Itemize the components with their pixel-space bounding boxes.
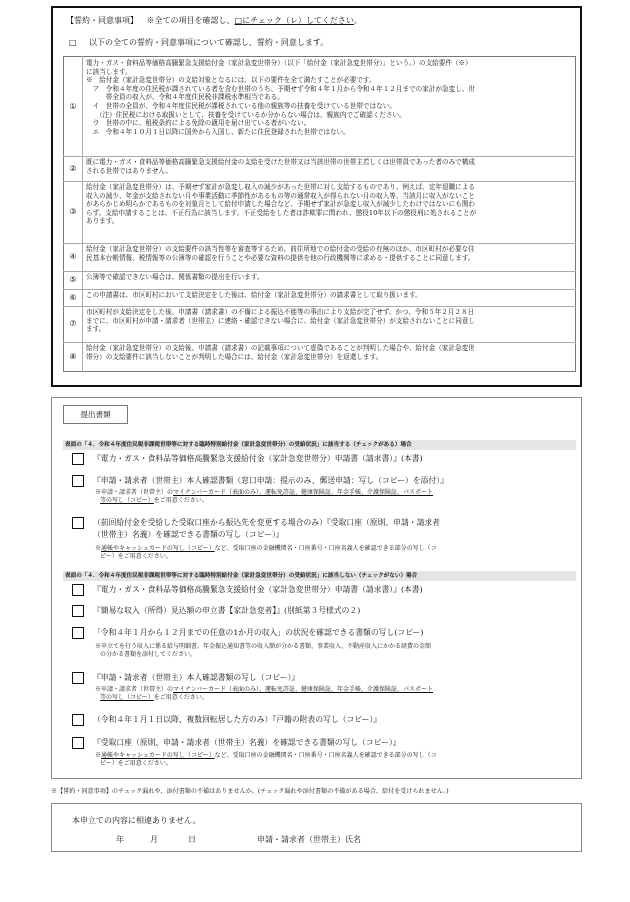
footer-note: ※【誓約・同意事項】のチェック漏れや、添付書類の不備はありませんか。(チェック漏れや添付書類の不備がある場合、給付を受けられません。) xyxy=(51,788,449,795)
pledge-item-text xyxy=(86,291,568,300)
doc-b3-checkbox[interactable] xyxy=(72,627,84,639)
pledge-item-text xyxy=(86,59,568,136)
pledge-item-line: 給付金（家計急変世帯分）の支給要件の該当性等を審査等するため、前住所地での給付金の受給の有無のほか、市区町村が必要な住 xyxy=(86,245,475,253)
pledge-column-divider xyxy=(82,56,83,372)
pledge-item-line: この申請書は、市区町村において支給決定をした後は、給付金（家計急変世帯分）の請求書として取り扱います。 xyxy=(86,291,422,299)
doc-b4-checkbox[interactable] xyxy=(72,672,84,684)
signature-statement: 本申立ての内容に相違ありません。 xyxy=(72,816,201,825)
doc-b6-label: 『受取口座（原則、申請・請求者（世帯主）名義）を確認できる書類の写し（コピー）』 xyxy=(93,738,401,747)
doc-b4-note-line1: ※申請・請求者（世帯主）のマイナンバーカード（表面のみ）、運転免許証、健康保険証、年金手帳、介護保険証、パスポート xyxy=(95,686,434,693)
pledge-item-text xyxy=(86,245,568,262)
pledge-item-line: 公簿等で確認できない場合は、関係書類の提出を行います。 xyxy=(86,273,264,281)
doc-b3-note-line1: ※申立てを行う収入に係る給与明細書、年金振込通知書等の収入額が分かる書類、事業収入、不動産収入にかかる経費の金額 xyxy=(95,643,432,650)
doc-a2-note-line2: 等の写し（コピー）をご用意ください。 xyxy=(100,497,208,504)
section-a-header: 表面の「４．令和４年度住民税非課税世帯等に対する臨時特別給付金（家計急変世帯分）の受給状況」に該当する（チェックがある）場合 xyxy=(63,440,576,450)
pledge-item-line: 市区町村が支給決定をした後、申請書（請求書）の不備による振込不能等の事由により支給が完了せず、かつ、令和５年２月２８日 xyxy=(86,308,475,316)
agree-all-checkbox[interactable]: □ xyxy=(69,38,77,47)
pledge-item-line: 帯分）の支給要件に該当しないことが判明した場合には、給付金（家計急変世帯分）を返還します。 xyxy=(86,352,383,361)
doc-a2-note-line1: ※申請・請求者（世帯主）のマイナンバーカード（表面のみ）、運転免許証、健康保険証、年金手帳、介護保険証、パスポート xyxy=(95,489,434,496)
pledge-row-divider xyxy=(63,342,576,343)
pledge-item-number: ⑥ xyxy=(69,292,77,302)
pledge-item-text xyxy=(86,344,568,361)
pledge-heading-note-end: 。 xyxy=(353,16,362,25)
documents-tag: 提出書類 xyxy=(63,405,128,424)
pledge-item-line: 給付金（家計急変世帯分）の支給後、申請書（請求書）の記載事項について虚偽であることが判明した場合や、給付金（家計急変世 xyxy=(86,344,475,352)
doc-a3-label-line2: （世帯主）名義）を確認できる書類の写し（コピー）』 xyxy=(93,530,284,539)
pledge-row-divider xyxy=(63,289,576,290)
signature-year-label: 年 xyxy=(116,835,124,844)
pledge-item-text xyxy=(86,273,568,282)
pledge-item-line: される世帯ではありません。 xyxy=(86,166,173,175)
doc-b6-note-line2: ピー）をご用意ください。 xyxy=(100,760,172,767)
pledge-item-number: ③ xyxy=(69,207,77,216)
doc-b5-label: （令和４年１月１日以降、複数回転居した方のみ）『戸籍の附表の写し（コピー）』 xyxy=(93,715,382,724)
doc-b6-note-line1: ※通帳やキャッシュカードの写し（コピー）など、受取口座の金融機関名・口座番号・口座名義人を確認できる部分の写し（コ xyxy=(95,752,437,759)
doc-a3-checkbox[interactable] xyxy=(72,517,84,529)
pledge-item-line: ※ 給付金（家計急変世帯分）の支給対象となるには、以下の要件を全て満たすことが必要です。 xyxy=(86,76,376,85)
doc-b3-label: 「令和４年１月から１２月までの任意の1か月の収入」の状況を確認できる書類の写し(コピー) xyxy=(93,628,424,637)
doc-b4-label: 『申請・請求者（世帯主）本人確認書類の写し（コピー）』 xyxy=(93,673,300,682)
pledge-item-line: （注）住民税における取扱いとして、扶養を受けているか分からない場合は、親族内でご確認ください。 xyxy=(86,110,406,119)
doc-b5-checkbox[interactable] xyxy=(72,714,84,726)
pledge-item-text xyxy=(86,158,568,175)
pledge-heading-note: ※全ての項目を確認し、 xyxy=(146,16,235,25)
pledge-item-number: ⑦ xyxy=(69,319,77,328)
pledge-item-line: があらかじめ明らかであるものを対象月として給付申請した場合など、予期せず家計が急変し収入が減少したわけではないにも関わ xyxy=(86,200,476,209)
pledge-row-divider xyxy=(63,156,576,157)
pledge-item-line: 電力・ガス・食料品等価格高騰緊急支援給付金（家計急変世帯分）（以下「給付金（家計急変世帯分）」という。）の支給要件（※） xyxy=(86,59,472,67)
pledge-item-line: 給付金（家計急変世帯分）は、予期せず家計が急変し収入の減少があった世帯に対し支給するものであり、例えば、定年退職による xyxy=(86,183,475,191)
doc-a2-label: 『申請・請求者（世帯主）本人確認書類（窓口申請：提示のみ、郵送申請：写し（コピー）を添付）』 xyxy=(93,476,448,485)
signature-name-label: 申請・請求者（世帯主）氏名 xyxy=(257,835,361,844)
pledge-item-line: ます。 xyxy=(86,325,106,334)
pledge-item-number: ⑧ xyxy=(69,352,77,361)
pledge-item-number: ④ xyxy=(69,252,77,261)
pledge-heading-note-underlined: □にチェック（レ）してください xyxy=(234,16,354,25)
doc-b3-note-line2: の分かる書類を添付してください。 xyxy=(100,651,197,658)
pledge-item-text xyxy=(86,308,568,334)
pledge-row-divider xyxy=(63,243,576,244)
pledge-item-line: 民基本台帳情報、税情報等の公簿等の確認を行うことや必要な資料の提供を他の行政機関等に求める・提供することに同意します。 xyxy=(86,253,475,262)
pledge-item-line: 既に電力・ガス・食料品等価格高騰緊急支援給付金の支給を受けた世帯又は当該世帯の世帯主若しくは世帯員であった者のみで構成 xyxy=(86,158,475,166)
doc-b2-checkbox[interactable] xyxy=(72,605,84,617)
signature-month-label: 月 xyxy=(150,835,158,844)
pledge-item-number: ① xyxy=(69,101,77,111)
agree-all-row xyxy=(65,37,575,49)
pledge-item-line: ア 令和４年度の住民税が課されている者を含む世帯のうち、予期せず令和４年１月から令和４年１２月までの家計が急変し、世 xyxy=(86,84,476,93)
doc-b6-checkbox[interactable] xyxy=(72,737,84,749)
pledge-item-line: に該当します。 xyxy=(86,67,132,76)
doc-a3-label-line1: （前回給付金を受給した受取口座から振込先を変更する場合のみ）『受取口座（原則、申請・請求者 xyxy=(93,518,440,527)
agree-all-label: 以下の全ての誓約・同意事項について確認し、誓約・同意します。 xyxy=(89,38,329,47)
section-b-header: 表面の「４．令和４年度住民税非課税世帯等に対する臨時特別給付金（家計急変世帯分）の受給状況」に該当しない（チェックがない）場合 xyxy=(63,571,576,581)
pledge-item-number: ⑤ xyxy=(69,275,77,284)
doc-a2-checkbox[interactable] xyxy=(72,475,84,487)
pledge-heading-label: 【誓約・同意事項】 xyxy=(66,16,138,25)
pledge-item-line: までに、市区町村が申請・請求者（世帯主）に連絡・確認できない場合に、給付金（家計急変世帯分）が支給されないことに同意し xyxy=(86,316,476,325)
doc-a3-note-line2: ピー）をご用意ください。 xyxy=(100,553,172,560)
pledge-item-text xyxy=(86,183,568,226)
pledge-row-divider xyxy=(63,306,576,307)
pledge-item-line: ウ 世帯の中に、租税条約による免除の適用を届け出ている者がいない。 xyxy=(86,119,311,128)
pledge-row-divider xyxy=(63,181,576,182)
pledge-item-line: あります。 xyxy=(86,217,119,226)
pledge-item-line: 帯全員の収入が、令和４年度住民税非課税水準相当である。 xyxy=(86,93,284,102)
doc-b1-checkbox[interactable] xyxy=(72,584,84,596)
pledge-item-line: エ 令和４年１０月１日以降に国外から入国し、新たに住民登録された世帯ではない。 xyxy=(86,127,350,136)
doc-b2-label: 『簡易な収入（所得）見込額の申立書【家計急変者】』(別紙第３号様式の２) xyxy=(93,606,361,615)
pledge-item-line: イ 世帯の全員が、令和４年度住民税が課税されている他の親族等の扶養を受けている世帯ではない。 xyxy=(86,101,396,110)
pledge-item-line: 収入の減少、年金が支給されない月や事業活動に季節性があるもの等の通常収入が得られない月の収入等、当該月に収入がないこと xyxy=(86,191,476,200)
signature-day-label: 日 xyxy=(188,835,196,844)
pledge-item-number: ② xyxy=(69,163,77,173)
doc-a1-label: 『電力・ガス・食料品等価格高騰緊急支援給付金（家計急変世帯分）申請書（請求書）』(本書) xyxy=(93,454,423,463)
pledge-row-divider xyxy=(63,271,576,272)
doc-b4-note-line2: 等の写し（コピー）をご用意ください。 xyxy=(100,694,208,701)
doc-a3-note-line1: ※通帳やキャッシュカードの写し（コピー）など、受取口座の金融機関名・口座番号・口座名義人を確認できる部分の写し（コ xyxy=(95,545,437,552)
pledge-heading xyxy=(66,15,576,26)
pledge-item-line: らず、支給申請することは、不正行為に該当します。不正受給をした者は詐欺罪に問われ、懲役10年以下の懲役刑に処されることが xyxy=(86,208,477,217)
doc-a1-checkbox[interactable] xyxy=(72,453,84,465)
doc-b1-label: 『電力・ガス・食料品等価格高騰緊急支援給付金（家計急変世帯分）申請書（請求書）』(本書) xyxy=(93,585,423,594)
